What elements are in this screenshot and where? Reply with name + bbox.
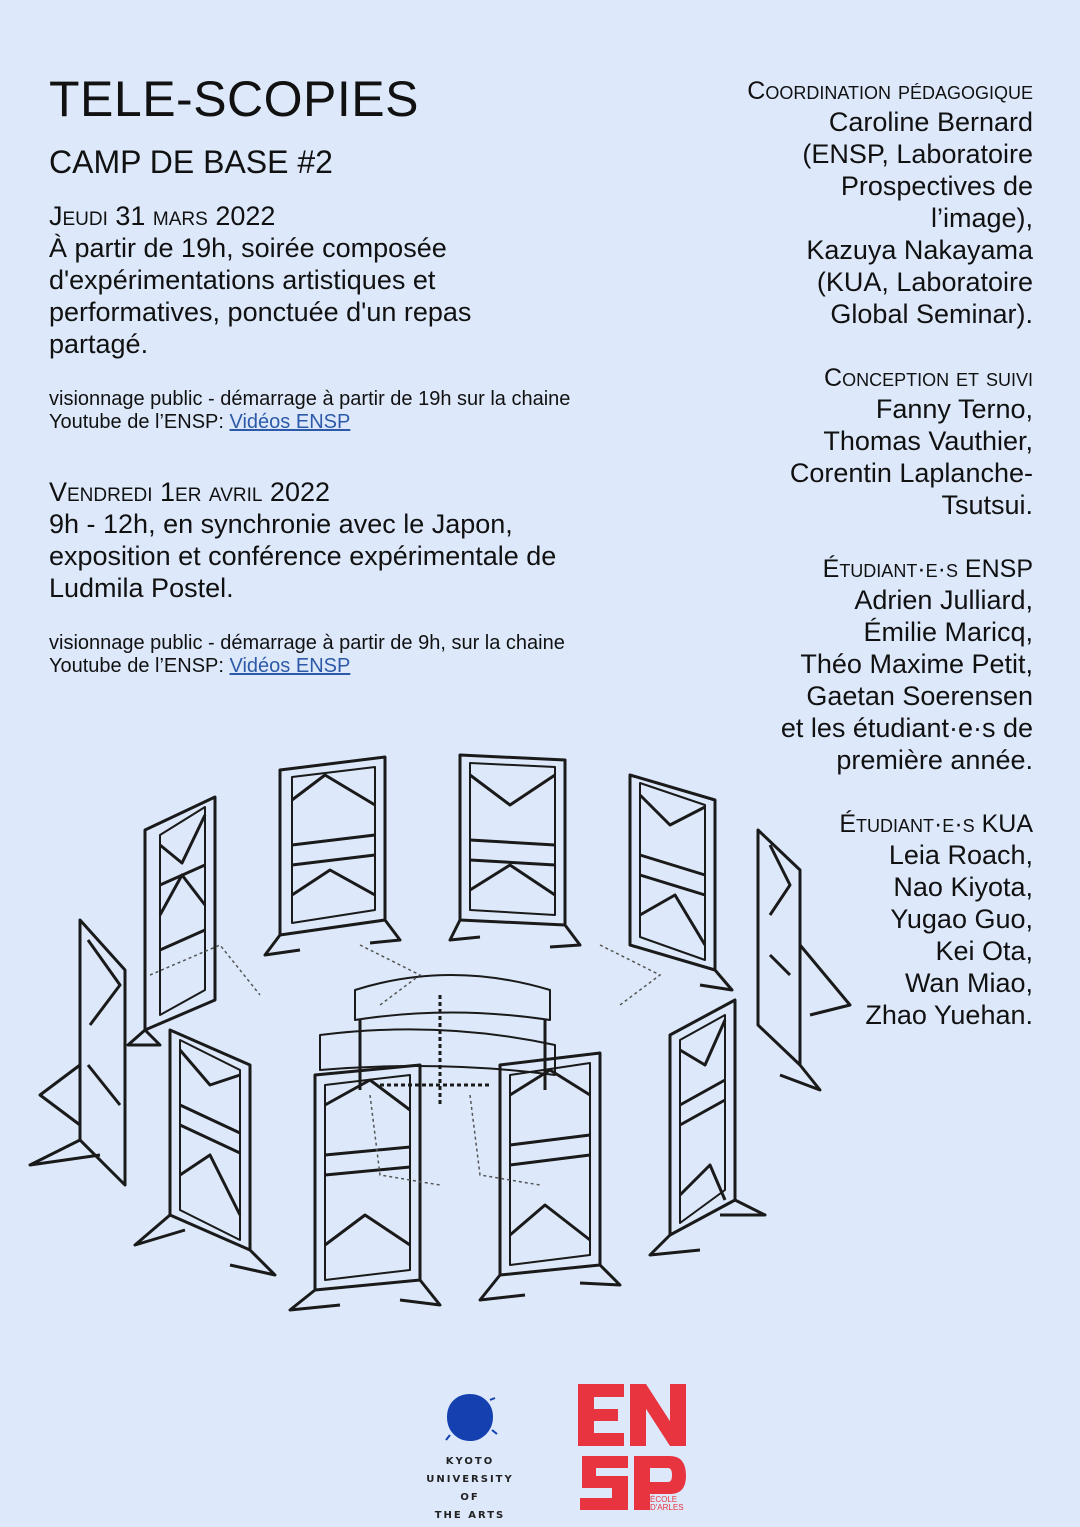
credit-line: Adrien Julliard,: [854, 585, 1033, 615]
credit-line: Caroline Bernard: [828, 107, 1033, 137]
credit-line: Nao Kiyota,: [893, 872, 1033, 902]
note-prefix: Youtube de l’ENSP:: [49, 655, 230, 677]
frame-panel: [265, 757, 400, 955]
day2-line: exposition et conférence expérimentale de: [49, 541, 557, 571]
note-line: [49, 411, 649, 434]
credit-line: l’image),: [930, 203, 1033, 233]
frame-panel: [30, 920, 125, 1185]
frame-panel: [650, 1000, 765, 1255]
kyoto-blob-icon: [440, 1390, 500, 1448]
kyoto-line: UNIVERSITY OF: [426, 1474, 514, 1503]
credit-line: première année.: [836, 745, 1033, 775]
credit-label: Coordination pédagogique: [747, 77, 1033, 105]
frame-panel: [480, 1053, 620, 1300]
day2-line: Ludmila Postel.: [49, 573, 234, 603]
day1-line: d'expérimentations artistiques et: [49, 265, 436, 295]
credit-line: (ENSP, Laboratoire: [802, 139, 1033, 169]
day1-line: performatives, ponctuée d'un repas: [49, 297, 472, 327]
frame-panel: [758, 830, 850, 1090]
ensp-tag: ÉCOLE: [650, 1495, 678, 1504]
ensp-tag: D'ARLES: [650, 1503, 684, 1512]
credit-line: Thomas Vauthier,: [823, 426, 1033, 456]
credit-label: Conception et suivi: [824, 364, 1033, 392]
note-line: visionnage public - démarrage à partir de 9h, sur la chaine: [49, 632, 565, 654]
day2-description: [49, 508, 649, 604]
note-prefix: Youtube de l’ENSP:: [49, 411, 230, 433]
frame-panel: [630, 775, 732, 990]
credit-line: Prospectives de: [840, 171, 1033, 201]
kyoto-university-logo: [415, 1390, 525, 1525]
credit-line: Leia Roach,: [888, 840, 1033, 870]
note-line: visionnage public - démarrage à partir de 19h sur la chaine: [49, 388, 571, 410]
day1-date: Jeudi 31 mars 2022: [49, 201, 276, 231]
credit-conception: [703, 363, 1033, 521]
day2-streaming-note: [49, 632, 649, 678]
credit-label: Étudiant·e·s ENSP: [822, 555, 1033, 583]
credit-line: Wan Miao,: [904, 968, 1033, 998]
videos-ensp-link[interactable]: Vidéos ENSP: [229, 411, 351, 433]
event-info: [49, 72, 649, 678]
credit-coordination: [703, 76, 1033, 330]
frame-panel: [128, 797, 215, 1045]
central-table: [320, 975, 555, 1105]
credit-label: Étudiant·e·s KUA: [839, 810, 1033, 838]
credit-line: et les étudiant·e·s de: [780, 713, 1033, 743]
page-title: TELE-SCOPIES: [49, 71, 419, 127]
kyoto-line: THE ARTS: [434, 1510, 506, 1521]
day2-line: 9h - 12h, en synchronie avec le Japon,: [49, 509, 513, 539]
credit-students-ensp: [703, 554, 1033, 776]
page-subtitle: CAMP DE BASE #2: [49, 144, 333, 180]
credit-line: (KUA, Laboratoire: [816, 267, 1033, 297]
credit-line: Gaetan Soerensen: [806, 681, 1033, 711]
credit-line: Théo Maxime Petit,: [800, 649, 1033, 679]
frame-panel: [135, 1030, 275, 1275]
credit-line: Kei Ota,: [935, 936, 1033, 966]
ensp-logo: [578, 1384, 690, 1514]
credit-line: Yugao Guo,: [890, 904, 1033, 934]
frame-panel: [450, 755, 580, 947]
frame-panel: [290, 1065, 440, 1310]
day1-line: partagé.: [49, 329, 149, 359]
credit-line: Global Seminar).: [830, 299, 1033, 329]
credit-line: Kazuya Nakayama: [806, 235, 1033, 265]
day1-description: [49, 232, 649, 360]
credit-line: Zhao Yuehan.: [865, 1000, 1033, 1030]
kyoto-line: KYOTO: [445, 1456, 495, 1467]
credit-line: Émilie Maricq,: [863, 617, 1033, 647]
installation-drawing: [20, 745, 860, 1315]
note-line: [49, 655, 649, 678]
day1-streaming-note: [49, 388, 649, 434]
credit-line: Corentin Laplanche-: [789, 458, 1033, 488]
credit-line: Fanny Terno,: [875, 394, 1033, 424]
day1-line: À partir de 19h, soirée composée: [49, 233, 447, 263]
credit-line: Tsutsui.: [941, 490, 1033, 520]
videos-ensp-link[interactable]: Vidéos ENSP: [229, 655, 351, 677]
day2-date: Vendredi 1er avril 2022: [49, 477, 330, 507]
